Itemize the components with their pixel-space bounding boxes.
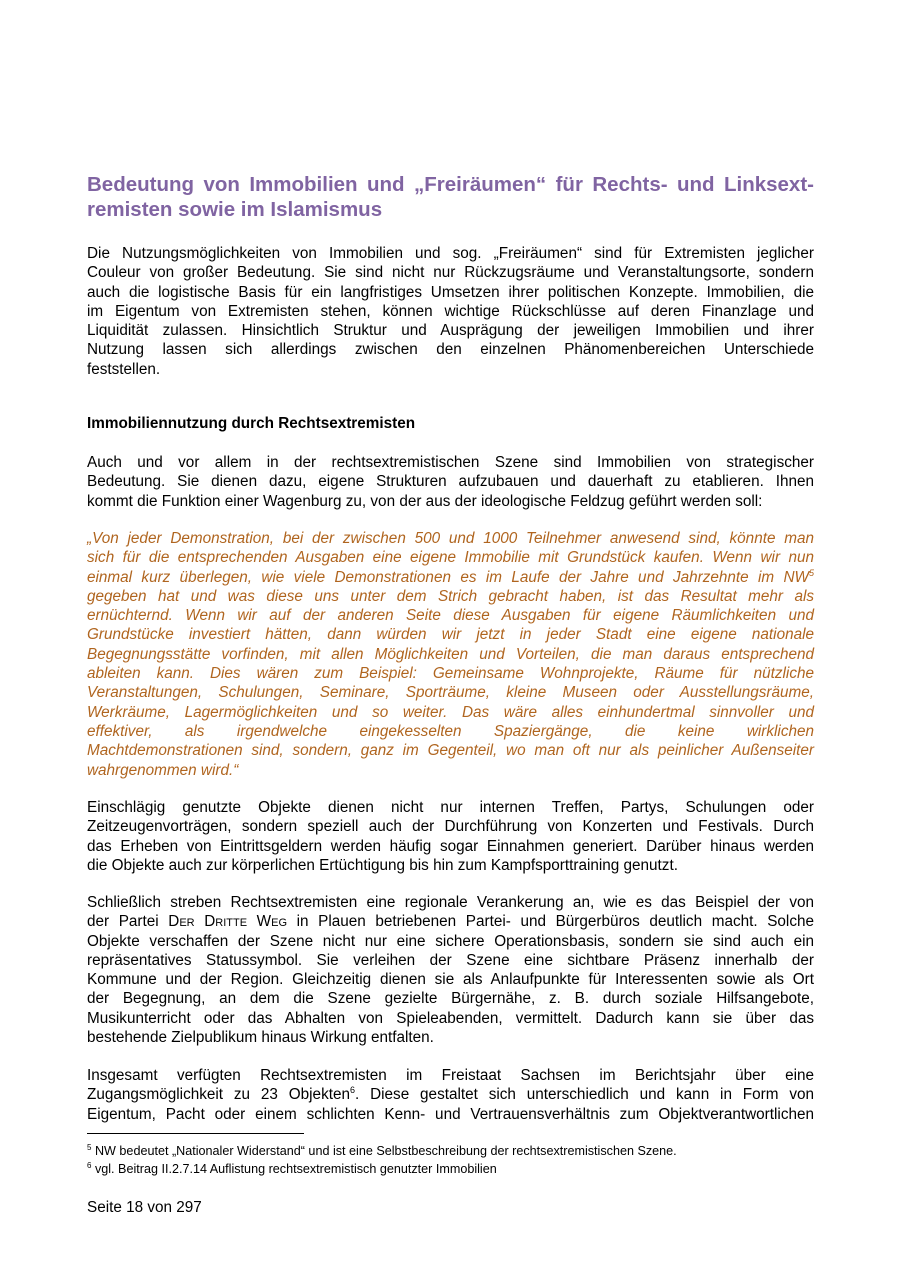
paragraph: [87, 1066, 814, 1124]
quote-line: ernüchternd. Wenn wir auf der anderen Seite diese Ausgaben für eigene Räumlichkeiten und: [87, 607, 814, 625]
text-line: repräsentatives Statussymbol. Sie verleihen der Szene eine sichtbare Präsenz innerhalb der: [87, 951, 814, 969]
text-line: Kommune und der Region. Gleichzeitig dienen sie als Anlaufpunkte für Interessenten sowie als Ort: [87, 971, 814, 989]
text-line: Liquidität zulassen. Hinsichtlich Struktur und Ausprägung der jeweiligen Immobilien und ihrer: [87, 322, 814, 340]
title-line: remisten sowie im Islamismus: [87, 198, 383, 221]
text-line: Nutzung lassen sich allerdings zwischen den einzelnen Phänomenbereichen Unterschiede: [87, 341, 814, 359]
text-line: Musikunterricht oder das Abhalten von Spieleabenden, vermittelt. Dadurch kann sie über das: [87, 1009, 814, 1027]
text-line: die Objekte auch zur körperlichen Ertüchtigung bis hin zum Kampfsporttraining genutzt.: [87, 856, 678, 874]
text-run: in Plauen betriebenen Partei- und Bürgerbüros deutlich macht. Solche: [287, 913, 814, 931]
quote-line: „Von jeder Demonstration, bei der zwischen 500 und 1000 Teilnehmer anwesend sind, könnte man: [87, 530, 814, 547]
paragraph: [87, 798, 814, 875]
title-line: Bedeutung von Immobilien und „Freiräumen“ für Rechts- und Linksext-: [87, 173, 814, 196]
footnote-mark: 6: [87, 1161, 92, 1170]
section-heading: Immobiliennutzung durch Rechtsextremisten: [87, 415, 416, 432]
text-line: Eigentum, Pacht oder einem schlichten Kenn- und Vertrauensverhältnis zum Objektverantwortlichen: [87, 1105, 814, 1123]
page-number: Seite 18 von 297: [87, 1199, 202, 1216]
quote-line: Werkräume, Lagermöglichkeiten und so weiter. Das wäre alles einhundertmal sinnvoller und: [87, 703, 814, 721]
text-line: Couleur von großer Bedeutung. Sie sind nicht nur Rückzugsräume und Veranstaltungsorte, sondern: [87, 264, 814, 282]
page-title: [87, 172, 814, 222]
footnote-text: vgl. Beitrag II.2.7.14 Auflistung rechtsextremistisch genutzter Immobilien: [91, 1162, 497, 1176]
quote-line: ableiten kann. Dies wären zum Beispiel: Gemeinsame Wohnprojekte, Räume für nützliche: [87, 665, 814, 683]
footnote-ref: 6: [349, 1085, 355, 1096]
text-line: [87, 912, 814, 931]
party-name: Der Dritte Weg: [168, 913, 287, 931]
footnote: [87, 1161, 814, 1177]
footnote-mark: 5: [87, 1143, 92, 1152]
quote-line: Veranstaltungen, Schulungen, Seminare, Sporträume, kleine Museen oder Ausstellungsräume,: [87, 684, 814, 702]
quote-line: [87, 568, 814, 587]
quote-text: einmal kurz überlegen, wie viele Demonstrationen es im Laufe der Jahre und Jahrzehnte im NW: [87, 568, 809, 586]
text-run: der Partei: [87, 913, 169, 931]
footnote: [87, 1143, 814, 1159]
intro-paragraph: [87, 244, 814, 379]
quote-line: Grundstücke investiert hätten, dann würden wir jetzt in jeder Stadt eine eigene nationale: [87, 626, 814, 644]
text-line: Einschlägig genutzte Objekte dienen nicht nur internen Treffen, Partys, Schulungen oder: [87, 799, 814, 816]
text-line: feststellen.: [87, 360, 161, 378]
block-quote: [87, 529, 814, 780]
text-line: Bedeutung. Sie dienen dazu, eigene Strukturen aufzubauen und dauerhaft zu etablieren. Ihnen: [87, 473, 814, 491]
quote-line: effektiver, als irgendwelche eingekesselten Spaziergänge, die keine wirklichen: [87, 722, 814, 740]
text-line: Die Nutzungsmöglichkeiten von Immobilien und sog. „Freiräumen“ sind für Extremisten jeglicher: [87, 245, 814, 262]
footnote-ref: 5: [808, 567, 814, 578]
quote-line: Begegnungsstätte vorfinden, mit allen Möglichkeiten und Vorteilen, die man daraus entsprechend: [87, 645, 814, 663]
footnote-separator: [87, 1133, 304, 1134]
footnote-text: NW bedeutet „Nationaler Widerstand“ und ist eine Selbstbeschreibung der rechtsextremistischen Szene.: [91, 1144, 677, 1158]
paragraph: [87, 453, 814, 511]
text-line: im Eigentum von Extremisten stehen, können wichtige Rückschlüsse auf deren Finanzlage und: [87, 302, 814, 320]
text-line: [87, 1085, 814, 1104]
text-line: Schließlich streben Rechtsextremisten eine regionale Verankerung an, wie es das Beispiel der von: [87, 894, 814, 911]
quote-line: sich für die entsprechenden Ausgaben eine eigene Immobilie mit Grundstück kaufen. Wenn wir nun: [87, 549, 814, 567]
text-line: Auch und vor allem in der rechtsextremistischen Szene sind Immobilien von strategischer: [87, 454, 814, 471]
text-line: Zeitzeugenvorträgen, sondern speziell auch der Durchführung von Konzerten und Festivals. Durch: [87, 818, 814, 836]
text-line: auch die logistische Basis für ein langfristiges Umsetzen ihrer politischen Konzepte. Immobilien, die: [87, 283, 814, 301]
quote-line: wahrgenommen wird.“: [87, 761, 239, 779]
paragraph: [87, 893, 814, 1047]
text-run: . Diese gestaltet sich unterschiedlich und kann in Form von: [355, 1086, 814, 1104]
text-line: bestehende Zielpublikum hinaus Wirkung entfalten.: [87, 1029, 434, 1047]
text-line: Objekte verschaffen der Szene nicht nur eine sichere Operationsbasis, sondern sie sind auch ein: [87, 932, 814, 950]
text-run: Zugangsmöglichkeit zu 23 Objekten: [87, 1086, 350, 1104]
quote-line: Machtdemonstrationen sind, sondern, ganz im Gegenteil, wo man oft nur als peinlicher Außenseiter: [87, 742, 814, 760]
text-line: Insgesamt verfügten Rechtsextremisten im Freistaat Sachsen im Berichtsjahr über eine: [87, 1067, 814, 1084]
quote-line: gegeben hat und was diese uns unter dem Strich gebracht haben, ist das Resultat mehr als: [87, 587, 814, 605]
text-line: der Begegnung, an dem die Szene gezielte Bürgernähe, z. B. durch soziale Hilfsangebote,: [87, 990, 814, 1008]
text-line: das Erheben von Eintrittsgeldern werden häufig sogar Einnahmen generiert. Darüber hinaus werden: [87, 837, 814, 855]
text-line: kommt die Funktion einer Wagenburg zu, von der aus der ideologische Feldzug geführt werden soll:: [87, 492, 763, 510]
